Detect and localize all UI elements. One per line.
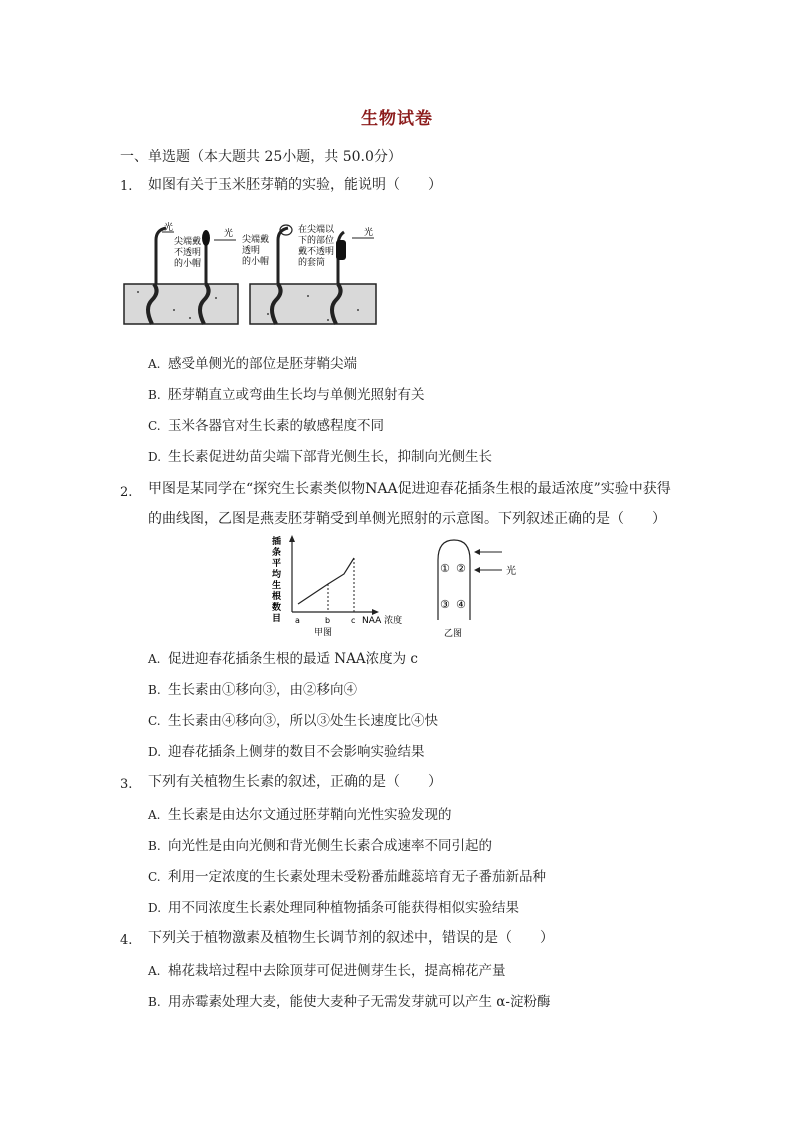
figure-yi-coleoptile bbox=[432, 536, 532, 640]
x-tick-c: c bbox=[351, 616, 356, 625]
option-b[interactable]: B. 胚芽鞘直立或弯曲生长均与单侧光照射有关 bbox=[148, 387, 425, 403]
light-label: 光 bbox=[506, 566, 516, 577]
svg-text:透明: 透明 bbox=[242, 246, 261, 256]
soil-block-left bbox=[124, 284, 238, 324]
option-d[interactable]: D. 生长素促进幼苗尖端下部背光侧生长，抑制向光侧生长 bbox=[148, 449, 492, 465]
svg-text:在尖端以: 在尖端以 bbox=[298, 225, 335, 235]
svg-text:插: 插 bbox=[272, 537, 282, 547]
option-d[interactable]: D. 迎春花插条上侧芽的数目不会影响实验结果 bbox=[148, 744, 425, 760]
question-number: 2. bbox=[120, 485, 133, 500]
option-c[interactable]: C. 生长素由④移向③，所以③处生长速度比④快 bbox=[148, 713, 438, 729]
option-c[interactable]: C. 玉米各器官对生长素的敏感程度不同 bbox=[148, 418, 384, 434]
question-number: 3. bbox=[120, 777, 133, 792]
svg-text:戴不透明: 戴不透明 bbox=[298, 247, 335, 257]
svg-text:的小帽: 的小帽 bbox=[242, 257, 270, 267]
svg-text:尖端戴: 尖端戴 bbox=[174, 237, 202, 247]
question-stem: 下列有关植物生长素的叙述，正确的是（ ） bbox=[148, 774, 442, 790]
svg-text:根: 根 bbox=[272, 592, 282, 602]
svg-text:下的部位: 下的部位 bbox=[298, 236, 335, 246]
option-a[interactable]: A. 促进迎春花插条生根的最适 NAA浓度为 c bbox=[148, 651, 418, 667]
section-heading: 一、单选题（本大题共 25小题，共 50.0分） bbox=[120, 149, 402, 165]
svg-text:的套筒: 的套筒 bbox=[298, 258, 326, 268]
soil-block-right bbox=[250, 284, 376, 324]
option-d[interactable]: D. 用不同浓度生长素处理同种植物插条可能获得相似实验结果 bbox=[148, 900, 519, 916]
seedling-1 bbox=[156, 228, 166, 284]
option-b[interactable]: B. 生长素由①移向③，由②移向④ bbox=[148, 682, 357, 698]
caption-jia: 甲图 bbox=[314, 628, 333, 638]
question-number: 1. bbox=[120, 179, 133, 194]
svg-text:不透明: 不透明 bbox=[174, 248, 202, 258]
question-number: 4. bbox=[120, 933, 133, 948]
svg-text:数: 数 bbox=[272, 603, 282, 613]
question-stem-line-1: 甲图是某同学在“探究生长素类似物NAA促进迎春花插条生根的最适浓度”实验中获得 bbox=[148, 481, 671, 497]
question-stem-line-2: 的曲线图，乙图是燕麦胚芽鞘受到单侧光照射的示意图。下列叙述正确的是（ ） bbox=[148, 511, 666, 527]
svg-text:尖端戴: 尖端戴 bbox=[242, 235, 270, 245]
caption-yi: 乙图 bbox=[444, 629, 463, 639]
question-stem: 如图有关于玉米胚芽鞘的实验，能说明（ ） bbox=[148, 177, 442, 193]
y-axis-label bbox=[272, 535, 282, 624]
fig1-annotation-2 bbox=[242, 233, 269, 267]
opaque-sleeve bbox=[336, 240, 346, 260]
x-axis-label: NAA 浓度 bbox=[362, 616, 403, 626]
fig1-annotation-1 bbox=[174, 235, 201, 269]
fig1-label-light: 光 bbox=[164, 223, 174, 233]
question-stem: 下列关于植物激素及植物生长调节剂的叙述中，错误的是（ ） bbox=[148, 930, 554, 946]
x-tick-b: b bbox=[325, 616, 331, 625]
option-a[interactable]: A. 感受单侧光的部位是胚芽鞘尖端 bbox=[148, 356, 357, 372]
option-b[interactable]: B. 向光性是由向光侧和背光侧生长素合成速率不同引起的 bbox=[148, 838, 492, 854]
svg-text:条: 条 bbox=[272, 548, 282, 558]
fig1-label-light: 光 bbox=[224, 229, 234, 239]
mark-1: ① bbox=[440, 562, 450, 575]
mark-2: ② bbox=[456, 562, 466, 575]
page-title: 生物试卷 bbox=[361, 109, 433, 129]
mark-4: ④ bbox=[456, 598, 466, 611]
svg-text:平: 平 bbox=[272, 559, 282, 569]
svg-text:的小帽: 的小帽 bbox=[174, 259, 202, 269]
curve bbox=[298, 558, 354, 604]
option-a[interactable]: A. 棉花栽培过程中去除顶芽可促进侧芽生长，提高棉花产量 bbox=[148, 963, 506, 979]
option-c[interactable]: C. 利用一定浓度的生长素处理未受粉番茄雌蕊培育无子番茄新品种 bbox=[148, 869, 546, 885]
svg-text:目: 目 bbox=[272, 614, 282, 624]
figure-jia-line-chart bbox=[268, 534, 414, 638]
mark-3: ③ bbox=[440, 598, 450, 611]
coleoptile-experiment-figure bbox=[118, 218, 380, 330]
fig1-label-light: 光 bbox=[364, 228, 374, 238]
opaque-cap-1 bbox=[202, 230, 210, 246]
x-tick-a: a bbox=[295, 616, 300, 625]
svg-text:生: 生 bbox=[272, 581, 282, 591]
fig1-annotation-3 bbox=[298, 223, 335, 268]
seedling-3 bbox=[278, 228, 288, 284]
option-a[interactable]: A. 生长素是由达尔文通过胚芽鞘向光性实验发现的 bbox=[148, 807, 452, 823]
svg-text:均: 均 bbox=[272, 570, 282, 580]
option-b[interactable]: B. 用赤霉素处理大麦，能使大麦种子无需发芽就可以产生 α-淀粉酶 bbox=[148, 994, 551, 1010]
